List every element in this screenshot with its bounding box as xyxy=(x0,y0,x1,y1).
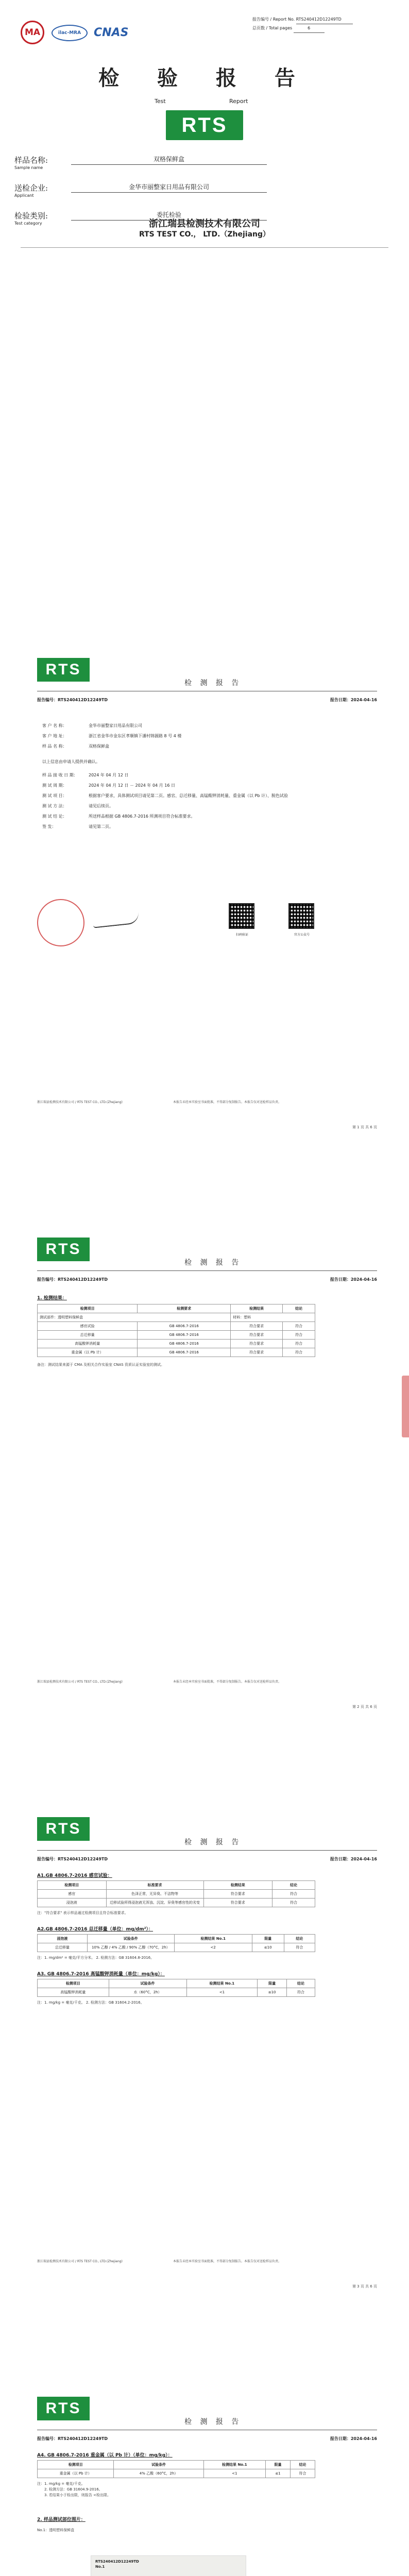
info-row: 客 户 名 称： 金华市丽整家日用品有限公司 xyxy=(42,723,142,728)
qr-label-verify: 扫码验证 xyxy=(235,933,248,937)
header-report-no: 报告编号：RTS240412D12249TD xyxy=(37,698,108,702)
heavy-metal-notes: 注：1. mg/kg = 毫克/千克。 2. 检测方法：GB 31604.9-2016。 3. 若结果小于检出限，则报告 <检出限。 xyxy=(37,2482,111,2497)
footer-disclaimer: 本报告未经本实验室书面批准，不得部分复制报告。本报告仅对送检样品负责。 xyxy=(173,1680,282,1684)
cover-title-en-report: Report xyxy=(229,98,248,105)
field-applicant: 送检企业: Applicant 金华市丽整家日用品有限公司 xyxy=(14,182,293,210)
section-title: 1. 检测结果： xyxy=(37,1296,67,1301)
total-pages-label: 总页数 / Total pages xyxy=(252,26,293,30)
info-row: 客 户 地 址： 浙江省金华市金东区孝顺镇下潘村锦源路 8 号 4 楼 xyxy=(42,734,182,738)
rts-logo: RTS xyxy=(37,658,90,682)
section-title: A3. GB 4806.7-2016 高锰酸钾消耗量（单位：mg/kg）： xyxy=(37,1972,165,1977)
header-rule xyxy=(37,1270,377,1271)
header-title: 检 测 报 告 xyxy=(184,1838,242,1846)
cover-report-meta xyxy=(252,15,397,33)
table-header-row: 检测项目 试验条件 检测结果 No.1 限量 结论 xyxy=(38,1979,315,1988)
photo-label: RTS240412D12249TD No.1 xyxy=(95,2560,139,2569)
table-header-row: 检测项目 检测要求 检测结果 结论 xyxy=(38,1304,315,1313)
page-header xyxy=(37,1816,377,1863)
report-page-1 xyxy=(0,580,409,1159)
table-row: 总迁移量 GB 4806.7-2016 符合要求 符合 xyxy=(38,1331,315,1340)
table-row: 浸泡液 迁移试验所得浸泡液无浑浊、沉淀、异臭等感官性的劣变 符合要求 符合 xyxy=(38,1899,315,1907)
qr-verify-icon xyxy=(229,903,254,929)
table-header-row: 检测项目 试验条件 检测结果 No.1 限量 结论 xyxy=(38,2461,315,2469)
info-row: 样 品 接 收 日 期： 2024 年 04 月 12 日 xyxy=(42,773,129,777)
ilac-logo: ilac-MRA xyxy=(52,25,88,41)
page-header xyxy=(37,657,377,704)
footer-company: 浙江瑞县检测技术有限公司 / RTS TEST CO., LTD.(Zhejiang) xyxy=(37,2260,123,2263)
migration-note: 注：1. mg/dm² = 毫克/平方分米。 2. 检测方法：GB 31604.8-2016。 xyxy=(37,1956,155,1960)
header-title: 检 测 报 告 xyxy=(184,1259,242,1267)
cnas-logo: CNAS xyxy=(94,26,129,39)
heavy-metal-table xyxy=(37,2460,315,2478)
info-subnote: 以上信息由申请人提供并确认。 xyxy=(42,759,100,764)
info-row: 样 品 名 称： 双格保鲜盒 xyxy=(42,744,109,749)
table-row: 感官试验 GB 4806.7-2016 符合要求 符合 xyxy=(38,1322,315,1331)
detail-sections xyxy=(37,1872,315,2006)
ma-logo: MA xyxy=(21,21,44,44)
cover-company-cn: 浙江瑞县检测技术有限公司 xyxy=(149,218,260,229)
header-title: 检 测 报 告 xyxy=(184,679,242,687)
info-row: 测 试 方 法： 请见后续页。 xyxy=(42,804,113,808)
report-no-label: 报告编号 / Report No. xyxy=(252,17,295,22)
side-seal xyxy=(402,1376,409,1437)
page-footer xyxy=(37,2259,377,2290)
footer-disclaimer: 本报告未经本实验室书面批准，不得部分复制报告。本报告仅对送检样品负责。 xyxy=(173,1100,282,1104)
page-footer xyxy=(37,1100,377,1131)
sensory-note: 注："符合要求" 表示样品通过检测项目且符合标准要求。 xyxy=(37,1911,128,1915)
cert-logos xyxy=(21,21,155,45)
signature-mark xyxy=(92,912,140,928)
heavy-metal-section xyxy=(37,2451,315,2533)
field-sample: 样品名称: Sample name 双格保鲜盒 xyxy=(14,155,293,182)
client-info xyxy=(42,721,372,832)
table-row: 高锰酸钾消耗量 GB 4806.7-2016 符合要求 符合 xyxy=(38,1340,315,1348)
rts-logo: RTS xyxy=(37,1817,90,1841)
total-pages: 6 xyxy=(294,24,325,33)
permanganate-note: 注：1. mg/kg = 毫克/千克。 2. 检测方法：GB 31604.2-2016。 xyxy=(37,2001,144,2005)
header-report-date: 报告日期：2024-04-16 xyxy=(330,698,377,702)
section-title: A1.GB 4806.7-2016 感官试验： xyxy=(37,1873,112,1878)
sample-photo xyxy=(91,2555,246,2576)
header-report-no: 报告编号：RTS240412D12249TD xyxy=(37,1277,108,1282)
info-row: 签 发： 请见第二页。 xyxy=(42,824,113,829)
table-row: 重金属（以 Pb 计） 4% 乙酸（60°C，2h） <1 ≤1 符合 xyxy=(38,2469,315,2478)
page-number: 第 1 页 共 6 页 xyxy=(352,1125,377,1129)
cover-bottom-rule xyxy=(21,247,388,248)
table-row: 感官 色泽正常，无异臭、不洁物等 符合要求 符合 xyxy=(38,1890,315,1899)
rts-logo: RTS xyxy=(37,2397,90,2420)
page-number: 第 3 页 共 6 页 xyxy=(352,2284,377,2289)
section-title: A4. GB 4806.7-2016 重金属（以 Pb 计）（单位：mg/kg）： xyxy=(37,2453,173,2458)
page-header xyxy=(37,1236,377,1284)
footer-disclaimer: 本报告未经本实验室书面批准，不得部分复制报告。本报告仅对送检样品负责。 xyxy=(173,2260,282,2263)
cover-company-en: RTS TEST CO.， LTD.（Zhejiang） xyxy=(139,230,270,239)
info-row: 测 试 结 论： 所送样品根据 GB 4806.7-2016 所测项目符合标准要求。 xyxy=(42,814,195,819)
footer-company: 浙江瑞县检测技术有限公司 / RTS TEST CO., LTD.(Zhejiang) xyxy=(37,1100,123,1104)
header-report-no: 报告编号：RTS240412D12249TD xyxy=(37,1857,108,1861)
footer-company: 浙江瑞县检测技术有限公司 / RTS TEST CO., LTD.(Zhejiang) xyxy=(37,1680,123,1684)
red-seal xyxy=(37,899,84,946)
page-number: 第 2 页 共 6 页 xyxy=(352,1705,377,1709)
cover-page xyxy=(0,0,409,580)
page-header xyxy=(37,2396,377,2443)
page-footer xyxy=(37,1680,377,1710)
table-row: 高锰酸钾消耗量 水（60°C，2h） <1 ≤10 符合 xyxy=(38,1988,315,1997)
rts-logo: RTS xyxy=(37,1238,90,1261)
header-report-date: 报告日期：2024-04-16 xyxy=(330,1277,377,1282)
table-row: 总迁移量 10% 乙醇 / 4% 乙酸 / 90% 乙醇（70°C，2h） <2 ≤10 符合 xyxy=(38,1943,315,1952)
photo-section-title: 2. 样品测试部位图片： xyxy=(37,2517,86,2522)
qr-label-official: 官方公众号 xyxy=(294,933,310,937)
permanganate-table xyxy=(37,1979,315,1997)
migration-table xyxy=(37,1934,315,1952)
report-page-3 xyxy=(0,1739,409,2318)
table-row: 重金属（以 Pb 计） GB 4806.7-2016 符合要求 符合 xyxy=(38,1348,315,1357)
header-rule xyxy=(37,1850,377,1851)
cover-title: 检 验 报 告 xyxy=(98,66,311,90)
report-no: RTS240412D12249TD xyxy=(296,15,353,24)
results-section xyxy=(37,1294,315,1368)
report-page-2 xyxy=(0,1159,409,1739)
table-header-row: 检测项目 标准要求 检测结果 结论 xyxy=(38,1881,315,1890)
info-row: 测 试 项 目： 根据客户要求，具体测试项目请见第二页。感官、总迁移量、高锰酸钾消耗量、重金属（以 Pb 计）、脱色试验 xyxy=(42,793,288,798)
section-title: A2.GB 4806.7-2016 总迁移量（单位：mg/dm²）： xyxy=(37,1927,154,1932)
header-title: 检 测 报 告 xyxy=(184,2418,242,2426)
report-page-4 xyxy=(0,2318,409,2576)
qr-official-icon xyxy=(288,903,314,929)
header-report-date: 报告日期：2024-04-16 xyxy=(330,1857,377,1861)
results-table xyxy=(37,1304,315,1357)
cover-title-en-test: Test xyxy=(155,98,166,105)
photo-caption: No.1：透明塑料保鲜盒 xyxy=(37,2528,75,2532)
header-report-date: 报告日期：2024-04-16 xyxy=(330,2436,377,2441)
cover-rts-logo: RTS xyxy=(166,110,243,140)
results-note: 备注：测试结果来源于 CMA 及相关合作实验室 CNAS 资质认证实验室的测试。 xyxy=(37,1363,164,1367)
header-report-no: 报告编号：RTS240412D12249TD xyxy=(37,2436,108,2441)
sensory-table xyxy=(37,1880,315,1907)
info-row: 测 试 周 期： 2024 年 04 月 12 日 － 2024 年 04 月 16 日 xyxy=(42,783,175,788)
table-row: 测试部件：透明塑料保鲜盒 材料：塑料 xyxy=(38,1313,315,1322)
field-category: 检验类别: Test category 委托检验 xyxy=(14,210,293,238)
table-header-row: 浸泡液 试验条件 检测结果 No.1 限量 结论 xyxy=(38,1935,315,1943)
